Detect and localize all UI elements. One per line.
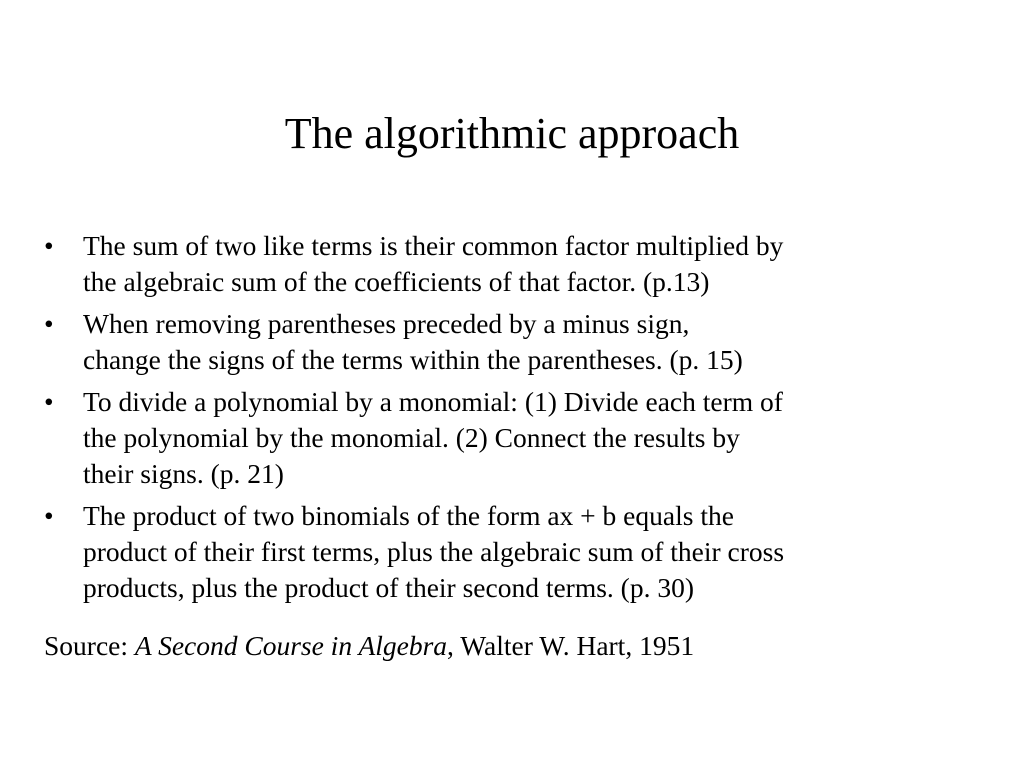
bullet-icon: • [44,230,54,261]
bullet-text-line: products, plus the product of their second terms. (p. 30) [83,572,694,603]
bullet-text-line: To divide a polynomial by a monomial: (1) Divide each term of [83,386,783,417]
bullet-item-3 [44,384,984,492]
bullet-text-line: the algebraic sum of the coefficients of that factor. (p.13) [83,266,710,297]
bullet-text-line: the polynomial by the monomial. (2) Connect the results by [83,422,740,453]
bullet-text-line: The sum of two like terms is their common factor multiplied by [83,230,784,261]
bullet-icon: • [44,308,54,339]
bullet-text-line: change the signs of the terms within the parentheses. (p. 15) [83,344,743,375]
bullet-item-2 [44,306,984,378]
bullet-text-line: their signs. (p. 21) [83,458,284,489]
slide-title: The algorithmic approach [284,109,740,158]
bullet-text-line: product of their first terms, plus the algebraic sum of their cross [83,536,785,567]
bullet-item-4 [44,498,984,606]
source-citation [44,628,694,664]
source-author-year: , Walter W. Hart, 1951 [447,630,695,661]
source-label: Source: [44,630,135,661]
bullet-text-line: The product of two binomials of the form ax + b equals the [83,500,734,531]
bullet-text-line: When removing parentheses preceded by a minus sign, [83,308,690,339]
bullet-list [44,228,984,612]
bullet-icon: • [44,500,54,531]
source-book-title: A Second Course in Algebra [134,630,448,661]
bullet-icon: • [44,386,54,417]
bullet-item-1 [44,228,984,300]
